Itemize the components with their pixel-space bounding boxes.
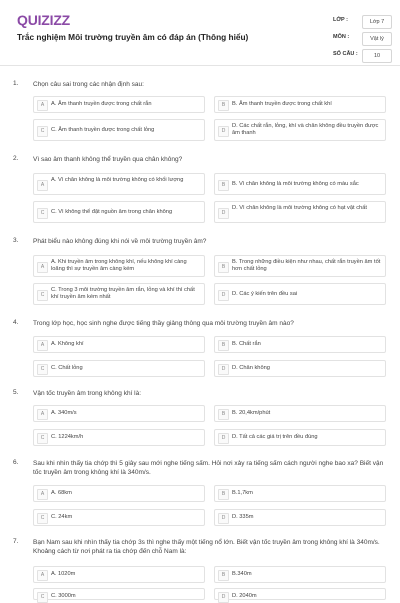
- option-d[interactable]: [214, 588, 386, 600]
- question-number: 7.: [13, 538, 19, 545]
- option-a[interactable]: [33, 485, 205, 502]
- meta-label: SỐ CÂU :: [333, 51, 358, 57]
- option-text: D. Các ý kiến trên đều sai: [232, 291, 298, 297]
- option-text: A. Âm thanh truyền được trong chất rắn: [51, 101, 152, 107]
- question-text: Vận tốc truyền âm trong không khí là:: [33, 390, 142, 397]
- option-text: B. Vì chân không là môi trường không có màu sắc: [232, 181, 359, 187]
- question-number: 3.: [13, 237, 19, 244]
- option-text: D. 2040m: [232, 593, 257, 599]
- option-letter: B: [218, 180, 229, 191]
- option-letter: D: [218, 592, 229, 603]
- option-text: D. Tất cả các giá trị trên đều đúng: [232, 434, 318, 440]
- question-text: Phát biểu nào không đúng khi nói về môi trường truyền âm?: [33, 238, 207, 245]
- option-b[interactable]: [214, 336, 386, 353]
- option-letter: B: [218, 262, 229, 273]
- worksheet-header: [0, 0, 400, 66]
- option-b[interactable]: [214, 485, 386, 502]
- option-letter: C: [37, 592, 48, 603]
- question-text: Trong lớp học, học sinh nghe được tiếng thầy giảng thông qua môi trường truyền âm nào?: [33, 320, 294, 327]
- option-text: A. 340m/s: [51, 410, 77, 416]
- option-b[interactable]: [214, 96, 386, 113]
- option-letter: A: [37, 100, 48, 111]
- option-text: D. Các chất rắn, lỏng, khí và chân không đều truyền được âm thanh: [232, 123, 379, 136]
- option-letter: C: [37, 364, 48, 375]
- option-letter: C: [37, 208, 48, 219]
- question-number: 6.: [13, 459, 19, 466]
- meta-row-grade: [333, 15, 393, 29]
- meta-value: Lớp 7: [362, 15, 392, 29]
- option-text: B.1,7km: [232, 490, 253, 496]
- meta-value: 10: [362, 49, 392, 63]
- option-letter: C: [37, 433, 48, 444]
- meta-row-count: [333, 49, 393, 63]
- option-letter: C: [37, 513, 48, 524]
- question-number: 2.: [13, 155, 19, 162]
- option-b[interactable]: [214, 405, 386, 422]
- option-c[interactable]: [33, 509, 205, 526]
- option-c[interactable]: [33, 201, 205, 223]
- option-text: B. Âm thanh truyền được trong chất khí: [232, 101, 332, 107]
- option-text: C. Âm thanh truyền được trong chất lỏng: [51, 127, 155, 133]
- option-text: D. Chân không: [232, 365, 270, 371]
- question-number: 1.: [13, 80, 19, 87]
- meta-label: LỚP :: [333, 17, 348, 23]
- question-number: 5.: [13, 389, 19, 396]
- option-letter: D: [218, 126, 229, 137]
- meta-row-subject: [333, 32, 393, 46]
- option-text: D. 335m: [232, 514, 254, 520]
- option-c[interactable]: [33, 360, 205, 377]
- question-text: Bạn Nam sau khi nhìn thấy tia chớp 3s thì nghe thấy một tiếng nổ lớn. Biết vận tốc truyền âm trong không khí là 340m/s. Khoảng cách từ nơi phát ra tia chớp đến chỗ Nam là:: [33, 539, 380, 555]
- worksheet-title: Trắc nghiệm Môi trường truyền âm có đáp án (Thông hiểu): [17, 32, 249, 42]
- option-d[interactable]: [214, 360, 386, 377]
- option-text: A. Khi truyền âm trong không khí, nếu không khí càng loãng thì sự truyền âm càng kém: [51, 259, 187, 272]
- option-b[interactable]: [214, 566, 386, 583]
- option-letter: C: [37, 290, 48, 301]
- option-text: C. 3000m: [51, 593, 76, 599]
- question-text: Chọn câu sai trong các nhận định sau:: [33, 81, 144, 88]
- option-c[interactable]: [33, 429, 205, 446]
- option-text: C. Chất lỏng: [51, 365, 83, 371]
- option-text: A. Vì chân không là môi trường không có khối lượng: [51, 177, 184, 183]
- option-b[interactable]: [214, 255, 386, 277]
- option-text: B. 20,4km/phút: [232, 410, 271, 416]
- option-a[interactable]: [33, 566, 205, 583]
- option-d[interactable]: [214, 119, 386, 141]
- option-letter: A: [37, 180, 48, 191]
- question-text: Sau khi nhìn thấy tia chớp thì 5 giây sau mới nghe tiếng sấm. Hỏi nơi xảy ra tiếng sấm cách người nghe bao xa? Biết vận tốc truyền âm trong không khí là 340m/s.: [33, 460, 384, 476]
- option-letter: B: [218, 570, 229, 581]
- worksheet-meta: [333, 15, 393, 66]
- option-letter: A: [37, 262, 48, 273]
- option-a[interactable]: [33, 255, 205, 277]
- option-b[interactable]: [214, 173, 386, 195]
- option-letter: D: [218, 208, 229, 219]
- option-text: A. 68km: [51, 490, 72, 496]
- option-c[interactable]: [33, 119, 205, 141]
- meta-value: Vật lý: [362, 32, 392, 46]
- option-letter: A: [37, 340, 48, 351]
- option-letter: D: [218, 290, 229, 301]
- option-text: C. 1224km/h: [51, 434, 84, 440]
- option-letter: A: [37, 489, 48, 500]
- meta-label: MÔN :: [333, 34, 350, 40]
- option-letter: C: [37, 126, 48, 137]
- option-letter: B: [218, 100, 229, 111]
- quizizz-logo: QUIZIZZ: [17, 12, 71, 28]
- option-text: B. Trong những điều kiện như nhau, chất rắn truyền âm tốt hơn chất lỏng: [232, 259, 381, 272]
- option-text: C. Vì không thể đặt nguồn âm trong chân không: [51, 209, 173, 215]
- option-a[interactable]: [33, 336, 205, 353]
- option-text: D. Vì chân không là môi trường không có hạt vật chất: [232, 205, 367, 211]
- option-a[interactable]: [33, 405, 205, 422]
- option-text: A. 1020m: [51, 571, 76, 577]
- option-d[interactable]: [214, 283, 386, 305]
- option-d[interactable]: [214, 509, 386, 526]
- option-c[interactable]: [33, 588, 205, 600]
- question-text: Vì sao âm thanh không thể truyền qua chân không?: [33, 156, 183, 163]
- option-letter: B: [218, 409, 229, 420]
- option-letter: B: [218, 489, 229, 500]
- option-letter: D: [218, 433, 229, 444]
- option-letter: A: [37, 409, 48, 420]
- option-letter: D: [218, 513, 229, 524]
- option-letter: B: [218, 340, 229, 351]
- option-letter: D: [218, 364, 229, 375]
- option-text: A. Không khí: [51, 341, 84, 347]
- option-text: C. 24km: [51, 514, 73, 520]
- option-c[interactable]: [33, 283, 205, 305]
- option-d[interactable]: [214, 201, 386, 223]
- option-text: C. Trong 3 môi trường truyền âm rắn, lỏng và khí thì chất khí truyền âm kém nhất: [51, 287, 195, 300]
- option-letter: A: [37, 570, 48, 581]
- option-text: B.340m: [232, 571, 252, 577]
- option-a[interactable]: [33, 96, 205, 113]
- question-number: 4.: [13, 319, 19, 326]
- option-d[interactable]: [214, 429, 386, 446]
- option-a[interactable]: [33, 173, 205, 195]
- option-text: B. Chất rắn: [232, 341, 261, 347]
